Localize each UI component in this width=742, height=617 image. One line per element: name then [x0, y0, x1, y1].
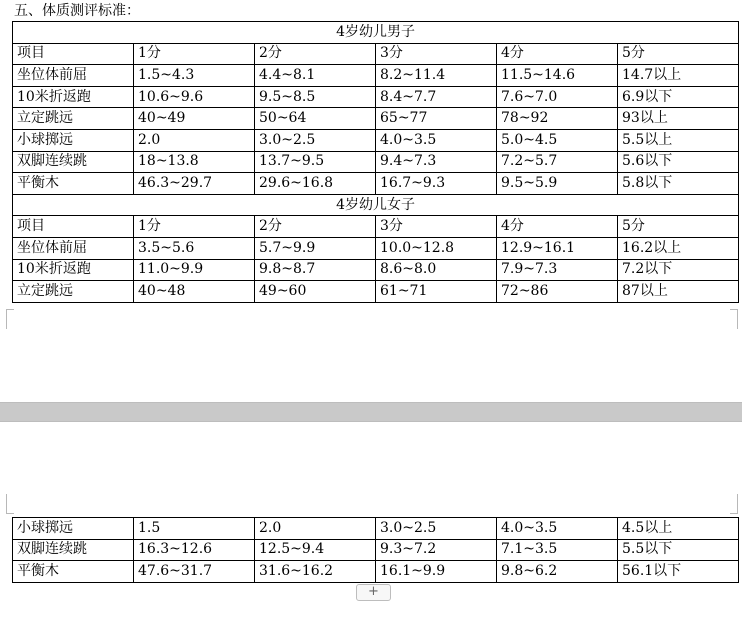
boys-table-title: 4岁幼儿男子: [13, 22, 739, 44]
table-cell: 46.3~29.7: [134, 173, 255, 195]
table-cell: 61~71: [376, 281, 497, 303]
table-cell: 9.5~8.5: [255, 86, 376, 108]
table-cell: 双脚连续跳: [13, 151, 134, 173]
table-cell: 16.3~12.6: [134, 539, 255, 561]
table-cell: 10米折返跑: [13, 86, 134, 108]
table-cell: 12.9~16.1: [497, 237, 618, 259]
table-cell: 50~64: [255, 108, 376, 130]
table-cell: 65~77: [376, 108, 497, 130]
table-cell: 16.1~9.9: [376, 561, 497, 583]
table-cell: 双脚连续跳: [13, 539, 134, 561]
table-cell: 7.9~7.3: [497, 259, 618, 281]
table-cell: 9.5~5.9: [497, 173, 618, 195]
table-row: [13, 561, 739, 583]
table-row: [13, 86, 739, 108]
table-cell: 4.0~3.5: [376, 129, 497, 151]
table-row: [13, 108, 739, 130]
table-cell: 5.6以下: [618, 151, 739, 173]
table-cell: 10.6~9.6: [134, 86, 255, 108]
table-cell: 87以上: [618, 281, 739, 303]
table-cell: 4.5以上: [618, 518, 739, 540]
header-cell: 项目: [13, 216, 134, 238]
girls-table-title: 4岁幼儿女子: [13, 194, 739, 216]
table-cell: 9.3~7.2: [376, 539, 497, 561]
table-cell: 16.2以上: [618, 237, 739, 259]
table-cell: 47.6~31.7: [134, 561, 255, 583]
table-cell: 坐位体前屈: [13, 65, 134, 87]
table-cell: 8.6~8.0: [376, 259, 497, 281]
table-cell: 31.6~16.2: [255, 561, 376, 583]
header-cell: 5分: [618, 216, 739, 238]
girls-title-row: [13, 194, 739, 216]
table-cell: 14.7以上: [618, 65, 739, 87]
table-cell: 6.9以下: [618, 86, 739, 108]
table-cell: 9.8~6.2: [497, 561, 618, 583]
table-cell: 11.5~14.6: [497, 65, 618, 87]
header-cell: 4分: [497, 43, 618, 65]
table-cell: 2.0: [134, 129, 255, 151]
add-row-button[interactable]: +: [356, 584, 391, 601]
header-cell: 5分: [618, 43, 739, 65]
table-cell: 7.1~3.5: [497, 539, 618, 561]
table-cell: 3.0~2.5: [376, 518, 497, 540]
table-cell: 18~13.8: [134, 151, 255, 173]
page-corner-mark: [6, 494, 14, 514]
table-cell: 11.0~9.9: [134, 259, 255, 281]
table-row: [13, 65, 739, 87]
page-corner-mark: [730, 494, 738, 514]
section-heading: 五、体质测评标准：: [14, 3, 140, 19]
header-cell: 2分: [255, 216, 376, 238]
table-cell: 93以上: [618, 108, 739, 130]
table-row: [13, 518, 739, 540]
table-cell: 小球掷远: [13, 518, 134, 540]
table-row: [13, 281, 739, 303]
table-cell: 9.4~7.3: [376, 151, 497, 173]
table-cell: 4.4~8.1: [255, 65, 376, 87]
table-cell: 49~60: [255, 281, 376, 303]
table-row: [13, 237, 739, 259]
header-cell: 4分: [497, 216, 618, 238]
table-cell: 16.7~9.3: [376, 173, 497, 195]
table-cell: 8.4~7.7: [376, 86, 497, 108]
table-cell: 5.5以下: [618, 539, 739, 561]
table-cell: 小球掷远: [13, 129, 134, 151]
boys-title-row: [13, 22, 739, 44]
table-cell: 9.8~8.7: [255, 259, 376, 281]
table-cell: 13.7~9.5: [255, 151, 376, 173]
table-cell: 40~48: [134, 281, 255, 303]
table-cell: 坐位体前屈: [13, 237, 134, 259]
table-cell: 1.5: [134, 518, 255, 540]
table-cell: 7.2~5.7: [497, 151, 618, 173]
header-cell: 3分: [376, 43, 497, 65]
table-cell: 7.2以下: [618, 259, 739, 281]
boys-header-row: [13, 43, 739, 65]
page-break-gap: [0, 402, 742, 422]
table-cell: 3.0~2.5: [255, 129, 376, 151]
table-cell: 平衡木: [13, 561, 134, 583]
table-cell: 8.2~11.4: [376, 65, 497, 87]
table-cell: 7.6~7.0: [497, 86, 618, 108]
table-cell: 立定跳远: [13, 281, 134, 303]
page-corner-mark: [730, 309, 738, 329]
header-cell: 3分: [376, 216, 497, 238]
table-cell: 5.8以下: [618, 173, 739, 195]
table-cell: 3.5~5.6: [134, 237, 255, 259]
table-cell: 56.1以下: [618, 561, 739, 583]
header-cell: 1分: [134, 43, 255, 65]
table-cell: 29.6~16.8: [255, 173, 376, 195]
table-row: [13, 151, 739, 173]
table-cell: 12.5~9.4: [255, 539, 376, 561]
table-cell: 5.5以上: [618, 129, 739, 151]
table-cell: 平衡木: [13, 173, 134, 195]
table-cell: 1.5~4.3: [134, 65, 255, 87]
table-row: [13, 173, 739, 195]
fitness-standards-table: [12, 21, 739, 303]
fitness-standards-table-continued: [12, 517, 739, 583]
table-row: [13, 129, 739, 151]
table-cell: 10米折返跑: [13, 259, 134, 281]
table-cell: 4.0~3.5: [497, 518, 618, 540]
table-cell: 78~92: [497, 108, 618, 130]
table-cell: 立定跳远: [13, 108, 134, 130]
table-cell: 2.0: [255, 518, 376, 540]
table-cell: 5.7~9.9: [255, 237, 376, 259]
header-cell: 2分: [255, 43, 376, 65]
header-cell: 项目: [13, 43, 134, 65]
table-row: [13, 539, 739, 561]
table-cell: 5.0~4.5: [497, 129, 618, 151]
page-corner-mark: [6, 309, 14, 329]
girls-header-row: [13, 216, 739, 238]
table-cell: 72~86: [497, 281, 618, 303]
table-cell: 10.0~12.8: [376, 237, 497, 259]
header-cell: 1分: [134, 216, 255, 238]
table-cell: 40~49: [134, 108, 255, 130]
table-row: [13, 259, 739, 281]
